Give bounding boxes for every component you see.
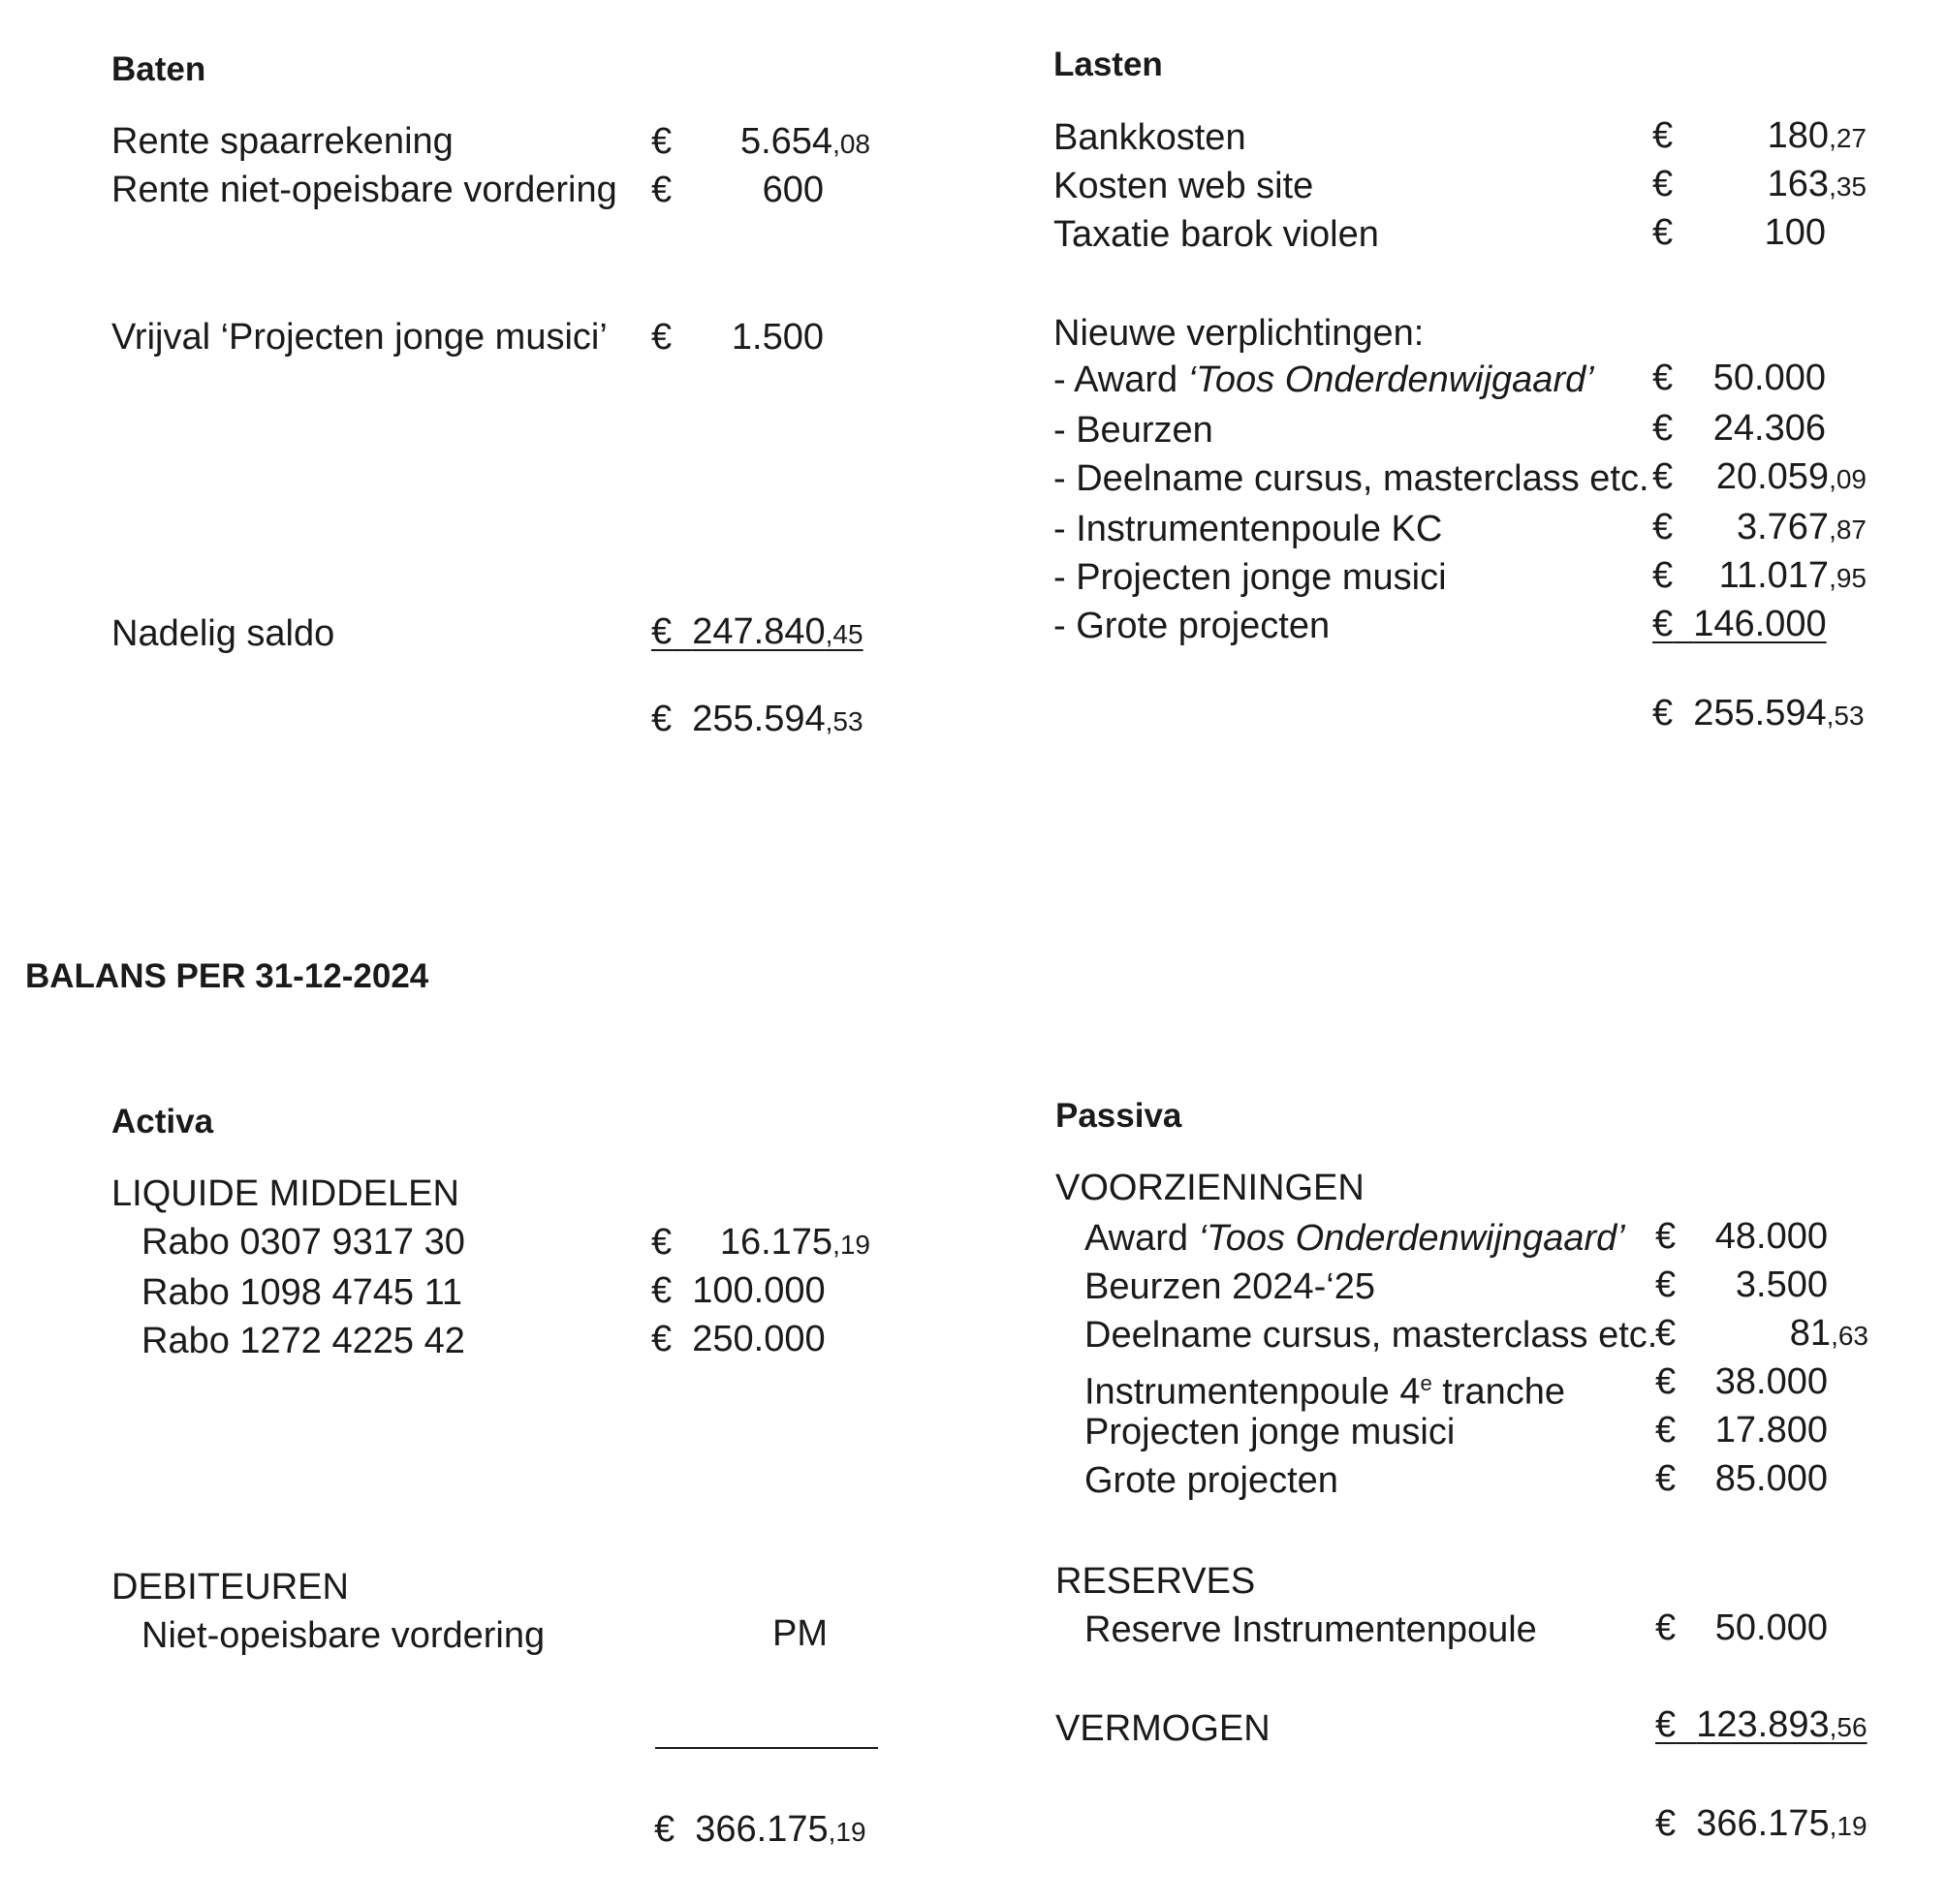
obligation-label: - Grote projecten [1053,606,1331,646]
euro-sign: € [1655,1264,1677,1305]
euro-sign: € [1652,212,1674,253]
vermogen-amount: € 123.893,56 [1655,1704,1868,1745]
baten-item-amount: 1.500 [731,317,824,358]
obligation-amount: 3.767,87 [1736,507,1867,547]
obligation-amount: 24.306 [1712,408,1826,449]
obligation-label: - Beurzen [1053,410,1213,451]
baten-item-label: Rente niet-opeisbare vordering [111,170,617,210]
account-label: Rabo 0307 9317 30 [141,1222,465,1263]
obligation-amount: 20.059,09 [1715,456,1867,497]
obligation-label: - Instrumentenpoule KC [1053,509,1443,549]
euro-sign: € [1655,1607,1677,1648]
nadelig-saldo-amount: € 247.840,45 [651,611,863,652]
obligation-amount: € 146.000 [1652,604,1827,644]
voorziening-amount: 3.500 [1735,1264,1828,1305]
account-amount: € 100.000 [651,1270,826,1311]
lasten-item-label: Bankkosten [1053,117,1246,158]
voorziening-amount: 85.000 [1714,1458,1828,1499]
voorzieningen-label: VOORZIENINGEN [1055,1168,1365,1208]
lasten-item-label: Taxatie barok violen [1053,214,1379,255]
baten-item-amount: 5.654,08 [739,121,870,162]
new-obligations-label: Nieuwe verplichtingen: [1053,313,1425,354]
euro-sign: € [1655,1313,1677,1354]
liquide-middelen-label: LIQUIDE MIDDELEN [111,1173,459,1214]
balance-title: BALANS PER 31-12-2024 [25,957,429,995]
account-label: Rabo 1272 4225 42 [141,1321,465,1361]
lasten-heading: Lasten [1053,46,1163,83]
euro-sign: € [1652,408,1674,449]
voorziening-amount: 48.000 [1714,1216,1828,1257]
lasten-item-amount: 100 [1764,212,1826,253]
lasten-total: € 255.594,53 [1652,693,1865,734]
euro-sign: € [1655,1216,1677,1257]
debiteur-label: Niet-opeisbare vordering [141,1615,546,1656]
voorziening-amount: 38.000 [1714,1361,1828,1402]
voorziening-label: Award ‘Toos Onderdenwijngaard’ [1084,1218,1625,1259]
voorziening-amount: 17.800 [1714,1410,1828,1451]
obligation-label: - Award ‘Toos Onderdenwijgaard’ [1053,359,1594,400]
baten-item-label: Vrijval ‘Projecten jonge musici’ [111,317,608,358]
activa-heading: Activa [111,1103,214,1140]
obligation-amount: 50.000 [1712,358,1826,398]
debiteur-value: PM [772,1613,828,1654]
vermogen-label: VERMOGEN [1055,1708,1271,1749]
baten-total: € 255.594,53 [651,699,863,739]
voorziening-label: Grote projecten [1084,1460,1338,1501]
account-amount: 16.175,19 [719,1222,870,1263]
reserve-amount: 50.000 [1714,1607,1828,1648]
euro-sign: € [651,121,673,162]
account-amount: € 250.000 [651,1319,826,1359]
activa-total-rule [655,1747,878,1749]
euro-sign: € [1652,555,1674,596]
passiva-heading: Passiva [1055,1097,1182,1135]
reserves-label: RESERVES [1055,1561,1256,1602]
euro-sign: € [1655,1458,1677,1499]
voorziening-label: Beurzen 2024-‘25 [1084,1266,1375,1307]
voorziening-amount: 81,63 [1789,1313,1868,1354]
voorziening-label: Projecten jonge musici [1084,1412,1456,1452]
euro-sign: € [651,170,673,210]
obligation-amount: 11.017,95 [1718,555,1867,596]
euro-sign: € [1652,164,1674,204]
account-label: Rabo 1098 4745 11 [141,1272,463,1313]
obligation-label: - Projecten jonge musici [1053,557,1447,598]
passiva-total: € 366.175,19 [1655,1803,1868,1844]
obligation-label: - Deelname cursus, masterclass etc. [1053,458,1649,499]
euro-sign: € [1652,507,1674,547]
euro-sign: € [651,317,673,358]
lasten-item-label: Kosten web site [1053,166,1314,206]
debiteuren-label: DEBITEUREN [111,1567,349,1607]
nadelig-saldo-label: Nadelig saldo [111,613,335,654]
euro-sign: € [651,1222,673,1263]
baten-heading: Baten [111,50,206,88]
voorziening-label: Instrumentenpoule 4e tranche [1084,1371,1566,1413]
euro-sign: € [1652,115,1674,156]
baten-item-label: Rente spaarrekening [111,121,454,162]
lasten-item-amount: 180,27 [1767,115,1867,156]
euro-sign: € [1652,358,1674,398]
reserve-label: Reserve Instrumentenpoule [1084,1609,1537,1650]
activa-total: € 366.175,19 [654,1809,866,1850]
euro-sign: € [1655,1410,1677,1451]
euro-sign: € [1652,456,1674,497]
lasten-item-amount: 163,35 [1767,164,1867,204]
baten-item-amount: 600 [762,170,824,210]
voorziening-label: Deelname cursus, masterclass etc. [1084,1315,1658,1356]
euro-sign: € [1655,1361,1677,1402]
